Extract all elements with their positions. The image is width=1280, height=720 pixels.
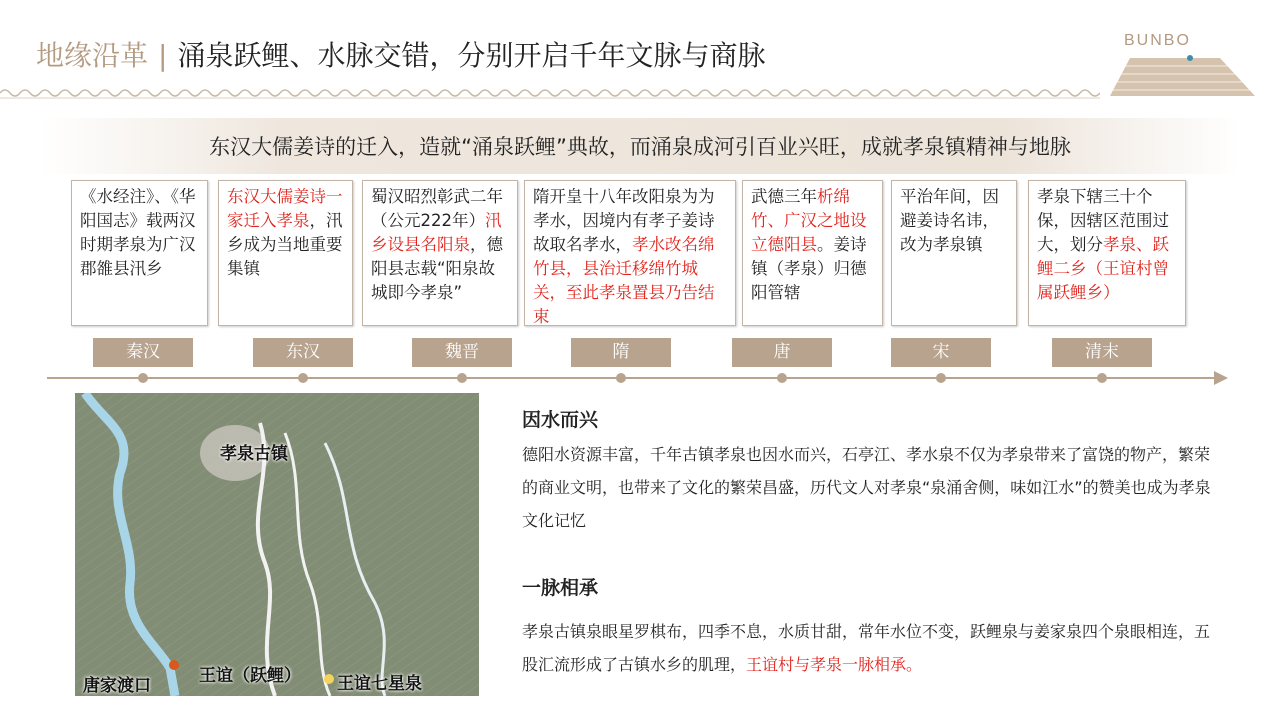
- body-highlight: 王谊村与孝泉一脉相承。: [746, 655, 923, 674]
- map-image: [75, 393, 479, 696]
- roof-tiles-icon: [1110, 52, 1260, 98]
- box-text: 孝泉下辖三十个保，因辖区范围过大，划分: [1037, 187, 1169, 254]
- body-text: 孝泉古镇泉眼星罗棋布，四季不息，水质甘甜，常年水位不变，跃鲤泉与姜家泉四个泉眼相连，五股汇流形成了古镇水乡的肌理，: [522, 622, 1211, 674]
- timeline-box: [891, 180, 1017, 326]
- timeline-box: [742, 180, 883, 326]
- period-label: 宋: [891, 338, 991, 367]
- map-label-tangjia-ferry: 唐家渡口: [83, 676, 151, 696]
- box-text: 隋开皇十八年改阳泉为为孝水，因境内有孝子姜诗故取名孝水，: [533, 187, 715, 254]
- box-text: 平治年间，因避姜诗名讳，改为孝泉镇: [900, 187, 999, 254]
- box-text: 孝泉、跃鲤二乡（王谊村曾属跃鲤乡）: [1037, 235, 1169, 302]
- map-label-wangyi: 王谊（跃鲤）: [199, 666, 301, 686]
- box-text: 蜀汉昭烈彰武二年（公元222年）: [371, 187, 503, 230]
- box-text: 东汉大儒姜诗一家迁入孝泉: [227, 187, 343, 230]
- timeline-box: [362, 180, 518, 326]
- logo-text: BUNBO: [1124, 32, 1191, 49]
- period-label: 唐: [732, 338, 832, 367]
- timeline-axis: [47, 377, 1219, 379]
- period-label: 隋: [571, 338, 671, 367]
- map-label-qixing-spring: 王谊七星泉: [337, 674, 422, 694]
- box-text: 。姜诗镇（孝泉）归德阳管辖: [751, 235, 867, 302]
- timeline-box: [524, 180, 736, 326]
- period-label: 东汉: [253, 338, 353, 367]
- box-text: 孝水改名绵竹县，县治迁移绵竹城关，至此孝泉置县乃告结束: [533, 235, 715, 326]
- page-title: [36, 34, 765, 74]
- period-label: 秦汉: [93, 338, 193, 367]
- box-text: 析绵竹、广汉之地设立德阳县: [751, 187, 867, 254]
- box-text: ，德阳县志载“阳泉故城即今孝泉”: [371, 235, 503, 302]
- period-label: 魏晋: [412, 338, 512, 367]
- timeline-box: [71, 180, 208, 326]
- timeline-box: [1028, 180, 1186, 326]
- box-text: ，汛乡成为当地重要集镇: [227, 211, 343, 278]
- title-text: 涌泉跃鲤、水脉交错，分别开启千年文脉与商脉: [177, 39, 766, 72]
- section-heading: 因水而兴: [522, 409, 599, 431]
- box-text: 《水经注》、《华阳国志》载两汉时期孝泉为广汉郡雒县汛乡: [80, 187, 196, 278]
- logo: [1110, 28, 1260, 98]
- map-label-xiaoquan: 孝泉古镇: [220, 444, 288, 464]
- arrow-icon: [1214, 371, 1228, 385]
- timeline-box: [218, 180, 353, 326]
- section-body: [522, 615, 1212, 681]
- banner: 东汉大儒姜诗的迁入，造就“涌泉跃鲤”典故，而涌泉成河引百业兴旺，成就孝泉镇精神与地脉: [40, 118, 1240, 174]
- section-label: 地缘沿革: [36, 39, 149, 72]
- period-label: 清末: [1052, 338, 1152, 367]
- section-heading: 一脉相承: [522, 577, 599, 599]
- box-text: 武德三年: [751, 187, 817, 206]
- section-body: 德阳水资源丰富，千年古镇孝泉也因水而兴，石亭江、孝水泉不仅为孝泉带来了富饶的物产，繁荣的商业文明，也带来了文化的繁荣昌盛，历代文人对孝泉“泉涌舍侧，味如江水”的赞美也成为孝泉文化记忆: [522, 445, 1211, 530]
- wave-divider: [0, 86, 1100, 100]
- title-separator: |: [158, 39, 168, 72]
- box-text: 汛乡设县名阳泉: [371, 211, 502, 254]
